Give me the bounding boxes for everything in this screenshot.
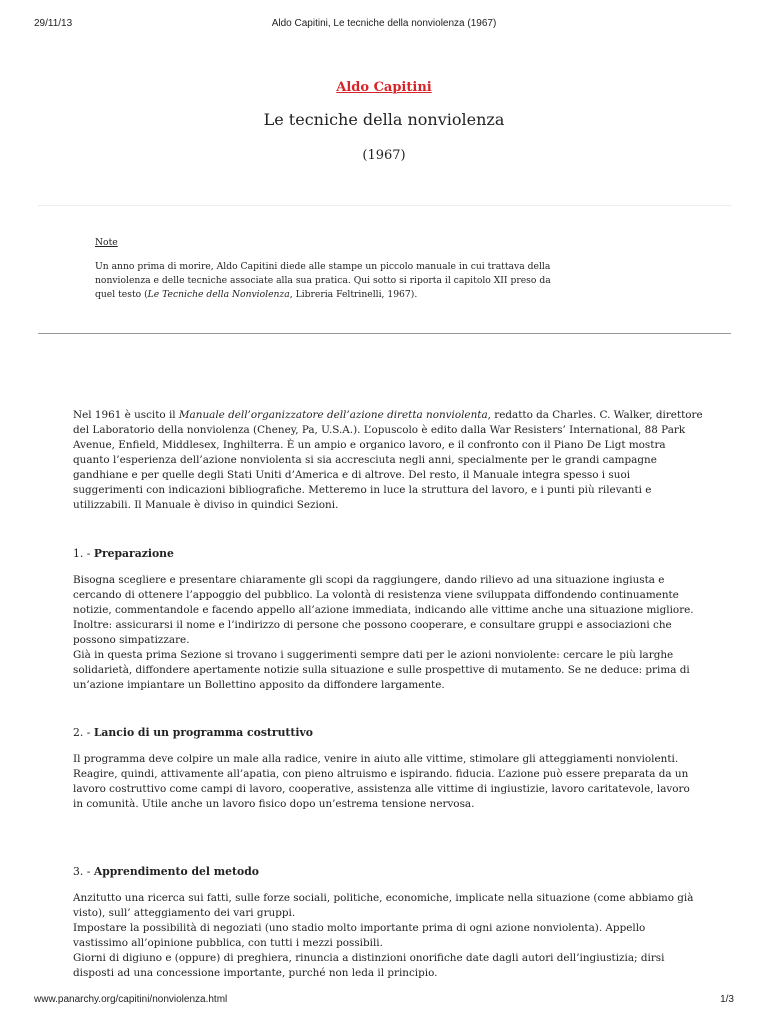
- section-3-paragraph-3: Giorni di digiuno e (oppure) di preghiera, rinuncia a distinzioni onorifiche date dagli autori dell’ingiustizia; dirsi disposti ad una concessione importante, purché non leda il principio.: [73, 952, 665, 979]
- section-3-paragraph-1: Anzitutto una ricerca sui fatti, sulle forze sociali, politiche, economiche, implicate nella situazione (come abbiamo già visto), sull’ atteggiamento dei vari gruppi.: [73, 892, 694, 919]
- section-3-body: [73, 891, 703, 981]
- note-text: [95, 260, 565, 302]
- intro-text-start: Nel 1961 è uscito il: [73, 409, 179, 421]
- print-header: [34, 18, 734, 32]
- print-page-number: 1/3: [720, 994, 734, 1005]
- section-2-body: [73, 752, 703, 812]
- section-1-title: Preparazione: [93, 547, 174, 560]
- intro-manual-title: Manuale dell’organizzatore dell’azione diretta nonviolenta: [178, 409, 488, 421]
- intro-text-end: , redatto da Charles. C. Walker, direttore del Laboratorio della nonviolenza (Cheney, Pa, U.S.A.). L’opuscolo è edito dalla War Resisters’ International, 88 Park Avenue, Enfield, Middlesex, Inghilterra. È un ampio e organico lavoro, e il confronto con il Piano De Ligt mostra quanto l’esperienza dell’azione nonviolenta si sia accresciuta negli anni, specialmente per le grandi campagne gandhiane e per quelle degli Stati Uniti d’America e di altrove. Del resto, il Manuale integra spesso i suoi suggerimenti con indicazioni bibliografiche. Metteremo in luce la struttura del lavoro, e i punti più rilevanti e utilizzabili. Il Manuale è diviso in quindici Sezioni.: [73, 409, 703, 511]
- page-title: Le tecniche della nonviolenza: [263, 110, 505, 129]
- note-label: Note: [95, 237, 118, 248]
- note-text-end: , Libreria Feltrinelli, 1967).: [289, 289, 418, 300]
- section-3-number: 3. -: [73, 865, 94, 878]
- note-text-start: Un anno prima di morire, Aldo Capitini diede alle stampe un piccolo manuale in cui trattava della nonviolenza e delle tecniche associate alla sua pratica. Qui sotto si riporta il capitolo XII preso da quel testo (: [95, 261, 551, 300]
- divider-bottom: [38, 333, 731, 334]
- author-link[interactable]: Aldo Capitini: [336, 80, 432, 95]
- print-url: www.panarchy.org/capitini/nonviolenza.html: [34, 994, 228, 1005]
- section-2-number: 2. -: [73, 726, 94, 739]
- section-3-paragraph-2: Impostare la possibilità di negoziati (uno stadio molto importante prima di ogni azione nonviolenta). Appello vastissimo all’opinione pubblica, con tutti i mezzi possibili.: [73, 922, 646, 949]
- print-footer: [34, 994, 734, 1008]
- divider-top: [38, 205, 731, 206]
- section-1-heading: [73, 546, 703, 561]
- print-page-title: Aldo Capitini, Le tecniche della nonviolenza (1967): [271, 18, 497, 29]
- section-1-paragraph-2: Già in questa prima Sezione si trovano i suggerimenti sempre dati per le azioni nonviolente: cercare le più larghe solidarietà, diffondere apertamente notizie sulla situazione e sulle prospettive di mutamento. Se ne deduce: prima di un’azione impiantare un Bollettino apposito da diffondere largamente.: [73, 649, 690, 691]
- section-2-title: Lancio di un programma costruttivo: [93, 726, 313, 739]
- note-box: [95, 236, 565, 302]
- section-1-body: [73, 573, 703, 693]
- section-2-heading: [73, 725, 703, 740]
- section-1-number: 1. -: [73, 547, 94, 560]
- section-2-paragraph-1: Il programma deve colpire un male alla radice, venire in aiuto alle vittime, stimolare gli atteggiamenti nonviolenti. Reagire, quindi, attivamente all’apatia, con pieno altruismo e ispirando. fiducia. L’azione può essere preparata da un lavoro costruttivo come campi di lavoro, cooperative, assistenza alle vittime di ingiustizie, lavoro caritatevole, lavoro in comunità. Utile anche un lavoro fisico dopo un’estrema tensione nervosa.: [73, 753, 690, 810]
- note-book-title: Le Tecniche della Nonviolenza: [147, 289, 290, 300]
- intro-paragraph: [73, 408, 703, 513]
- section-1-paragraph-1: Bisogna scegliere e presentare chiaramente gli scopi da raggiungere, dando rilievo ad una situazione ingiusta e cercando di ottenere l’appoggio del pubblico. La volontà di resistenza viene sviluppata diffondendo continuamente notizie, commentandole e facendo appello all’azione immediata, indicando alle vittime anche una situazione migliore. Inoltre: assicurarsi il nome e l’indirizzo di persone che possono cooperare, e consultare gruppi e associazioni che possono simpatizzare.: [73, 574, 694, 646]
- print-date: 29/11/13: [34, 18, 73, 29]
- section-3-heading: [73, 864, 703, 879]
- publication-year: (1967): [362, 148, 406, 163]
- section-3-title: Apprendimento del metodo: [93, 865, 259, 878]
